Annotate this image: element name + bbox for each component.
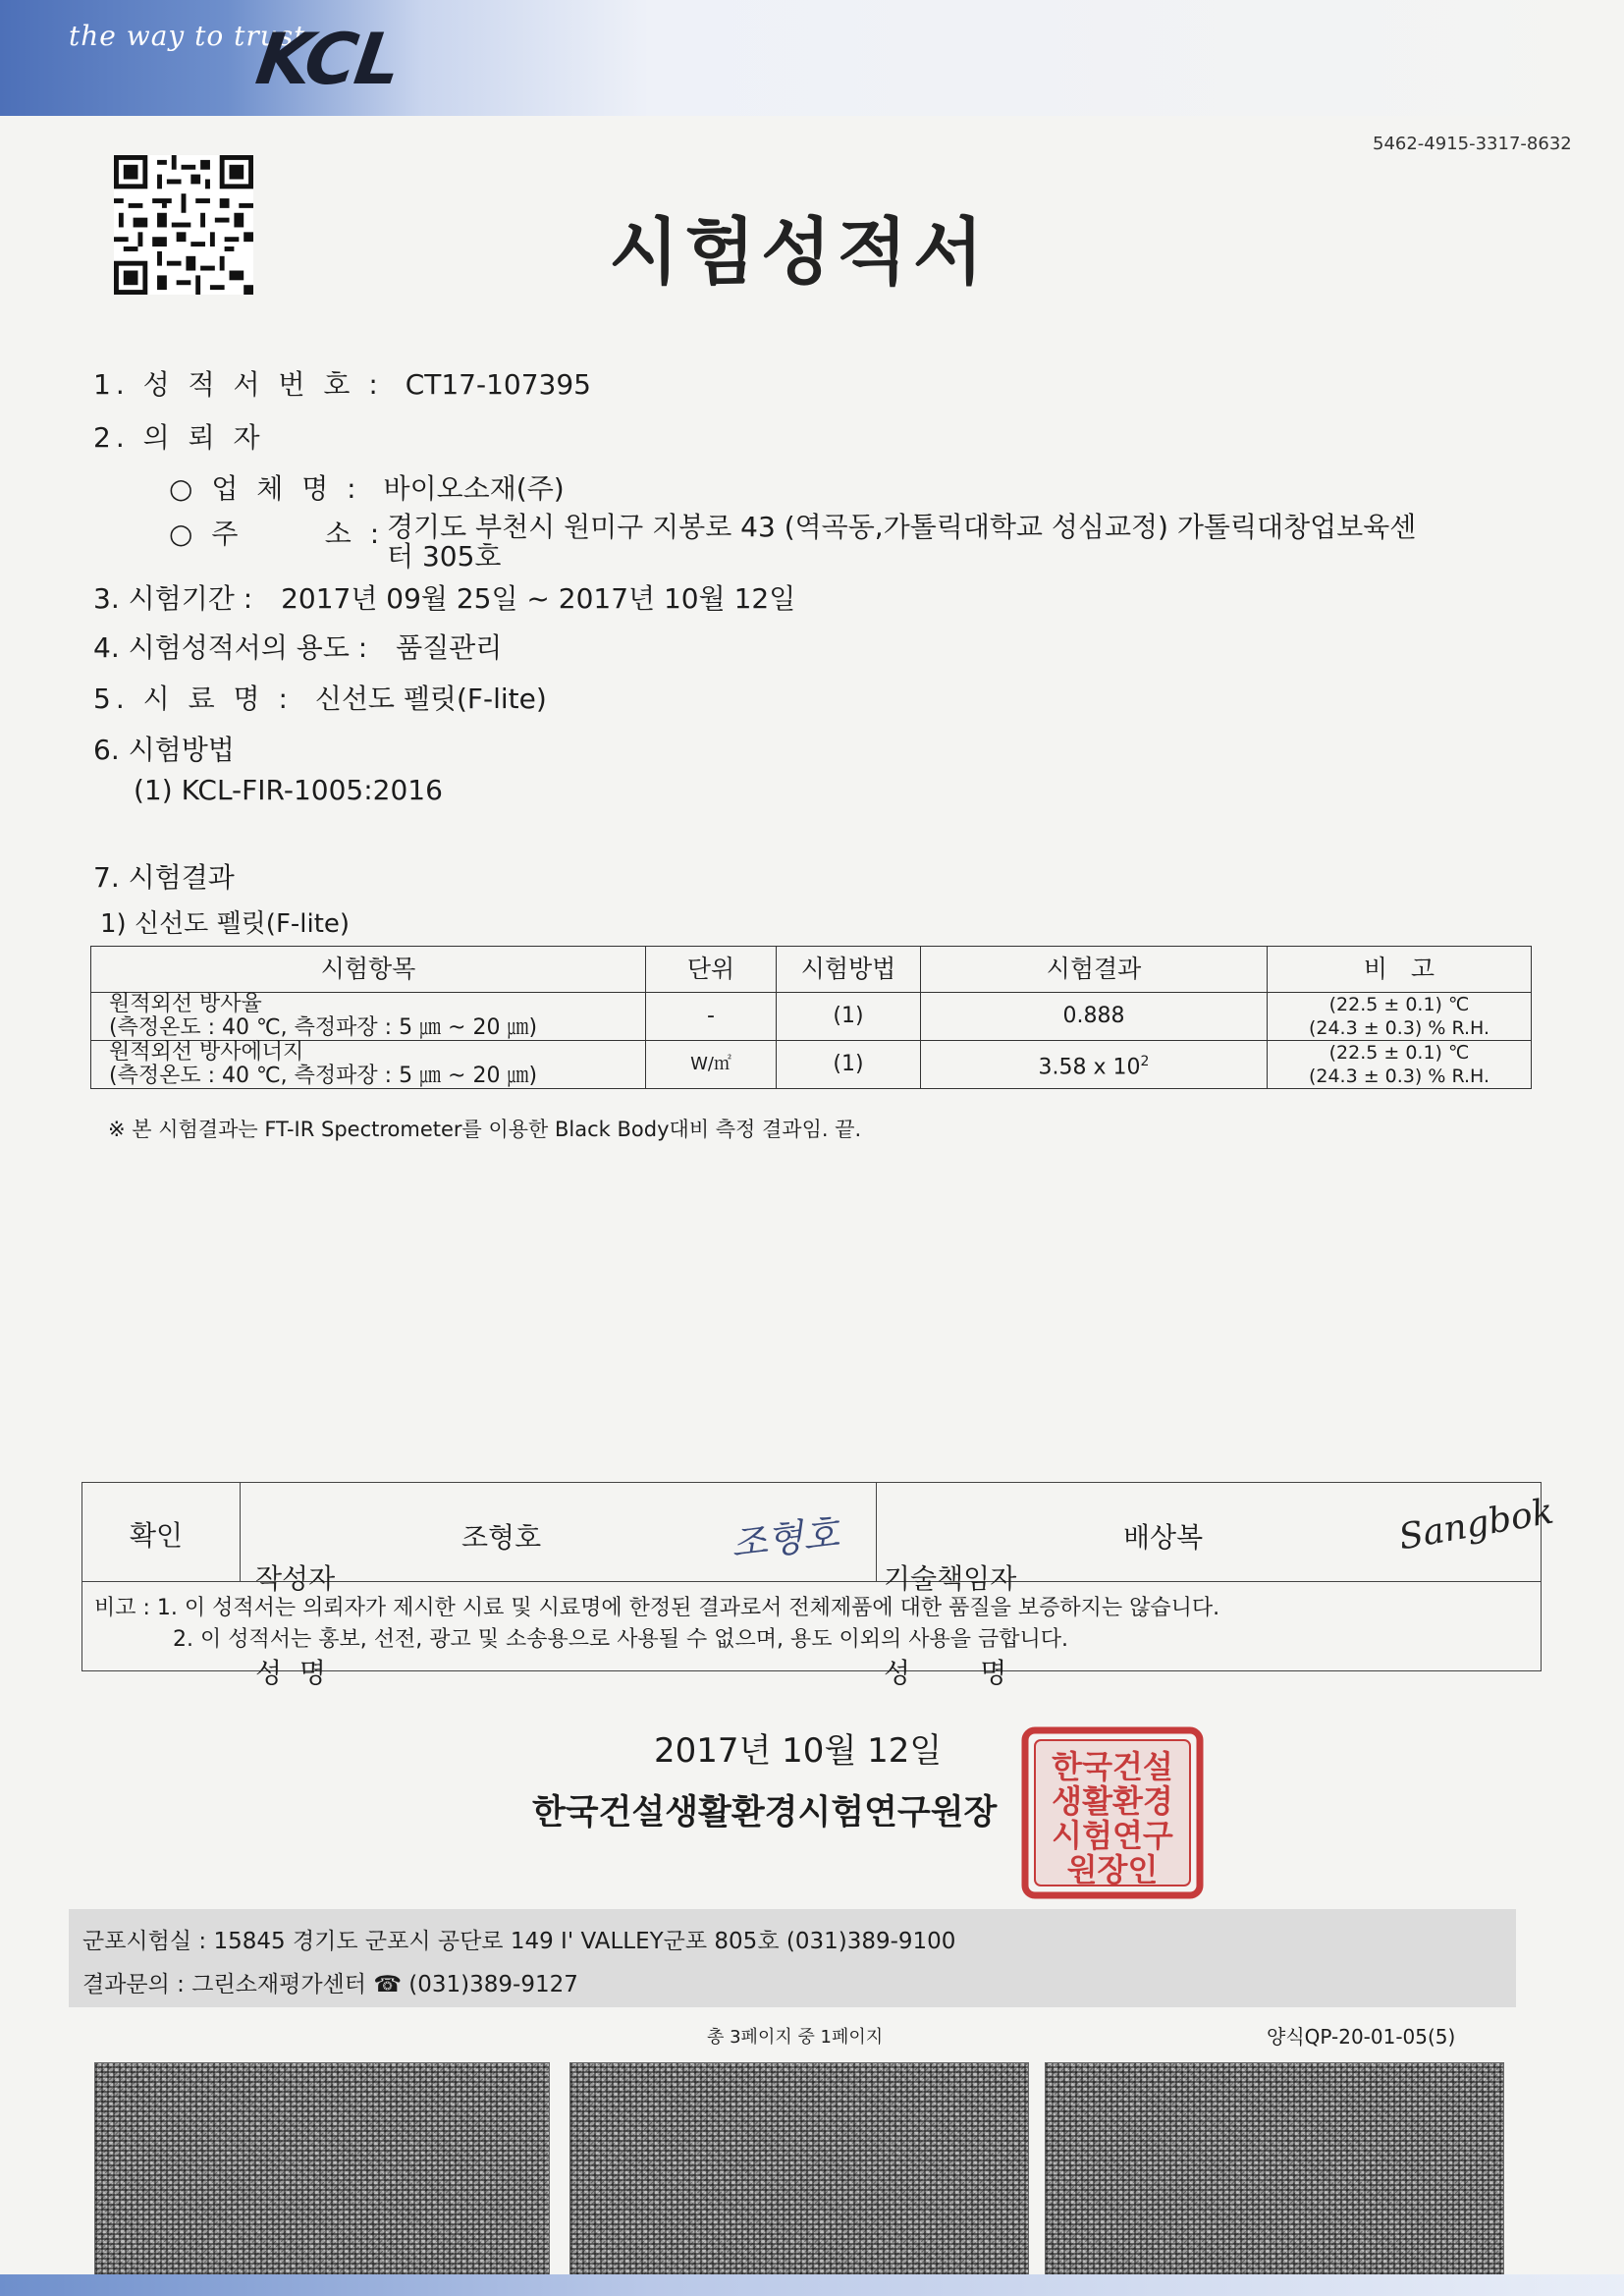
header-method: 시험방법 — [777, 947, 921, 993]
tech-signature: Sangbok — [1395, 1491, 1557, 1558]
issuer-name: 한국건설생활환경시험연구원장 — [532, 1793, 998, 1832]
row-item-name: 원적외선 방사율 — [109, 992, 262, 1016]
header-unit: 단위 — [646, 947, 777, 993]
address-line1: 경기도 부천시 원미구 지봉로 43 (역곡동,가톨릭대학교 성심교정) 가톨릭대창업보육센 — [387, 511, 1417, 543]
seal-line-2: 생활환경 — [1052, 1782, 1173, 1820]
row-method: (1) — [777, 1041, 921, 1089]
security-pattern — [1045, 2062, 1504, 2275]
header-note: 비 고 — [1268, 947, 1532, 993]
tech-name: 배상복 — [1123, 1521, 1204, 1554]
kcl-logo: KCL — [251, 18, 405, 100]
official-seal — [1021, 1726, 1204, 1899]
purpose-value: 품질관리 — [396, 631, 503, 664]
lab-address: 군포시험실 : 15845 경기도 군포시 공단로 149 I' VALLEY군포 805호 (031)389-9100 — [82, 1929, 956, 1954]
period-label: 3. 시험기간 : — [93, 582, 253, 615]
row-result: 0.888 — [921, 993, 1268, 1041]
tagline: the way to trust — [69, 20, 306, 52]
row-item-condition: (측정온도 : 40 ℃, 측정파장 : 5 ㎛ ~ 20 ㎛) — [109, 1064, 538, 1088]
row-item-condition: (측정온도 : 40 ℃, 측정파장 : 5 ㎛ ~ 20 ㎛) — [109, 1015, 538, 1040]
seal-line-1: 한국건설 — [1052, 1748, 1173, 1785]
header-item: 시험항목 — [91, 947, 646, 993]
header-result: 시험결과 — [921, 947, 1268, 993]
divider — [876, 1483, 877, 1581]
sample-row — [93, 678, 547, 717]
sample-label: 5. 시 료 명 : — [93, 683, 293, 715]
seal-line-3: 시험연구 — [1052, 1817, 1173, 1854]
results-sample: 1) 신선도 펠릿(F-lite) — [100, 909, 351, 939]
row-item-name: 원적외선 방사에너지 — [109, 1040, 304, 1065]
row-note — [1268, 993, 1532, 1041]
author-signature: 조형호 — [729, 1511, 841, 1566]
period-row — [93, 577, 795, 617]
document-code: 5462-4915-3317-8632 — [1373, 134, 1572, 154]
signature-box — [81, 1482, 1557, 1689]
report-number-label: 1. 성 적 서 번 호 : — [93, 368, 383, 401]
author-label-name: 성 명 — [255, 1657, 326, 1689]
company-label: ○ 업 체 명 : — [169, 472, 361, 505]
row-item — [91, 1041, 646, 1089]
row-note — [1268, 1041, 1532, 1089]
seal-line-4: 원장인 — [1066, 1851, 1159, 1888]
author-label-role: 작성자 — [255, 1562, 336, 1595]
row-note-temp: (22.5 ± 0.1) ℃ — [1328, 994, 1470, 1015]
qr-code-icon — [114, 155, 253, 295]
row-result-mantissa: 3.58 x 10 — [1038, 1055, 1141, 1080]
remark-1: 비고 : 1. 이 성적서는 의뢰자가 제시한 시료 및 시료명에 한정된 결과로서 전체제품에 대한 품질을 보증하지는 않습니다. — [94, 1596, 1220, 1620]
divider — [240, 1483, 241, 1581]
address-line2: 터 305호 — [387, 540, 502, 573]
confirm-label: 확인 — [130, 1519, 184, 1552]
client-label: 2. 의 뢰 자 — [93, 421, 265, 454]
sample-value: 신선도 펠릿(F-lite) — [314, 683, 547, 715]
security-pattern — [94, 2062, 550, 2275]
document-title: 시험성적서 — [609, 210, 990, 295]
top-banner — [0, 0, 1624, 116]
inquiry-label: 결과문의 : 그린소재평가센터 — [82, 1972, 374, 1997]
company-value: 바이오소재(주) — [383, 472, 565, 505]
row-unit: - — [646, 993, 777, 1041]
author-name: 조형호 — [461, 1521, 542, 1554]
remarks — [94, 1593, 1219, 1656]
page-count: 총 3페이지 중 1페이지 — [707, 2027, 884, 2048]
row-result — [921, 1041, 1268, 1089]
tech-label-role: 기술책임자 — [884, 1562, 1017, 1595]
report-number-row — [93, 363, 591, 403]
tech-label-name: 성 명 — [884, 1657, 1007, 1689]
remark-2: 2. 이 성적서는 홍보, 선전, 광고 및 소송용으로 사용될 수 없으며, 용도 이외의 사용을 금합니다. — [173, 1627, 1068, 1652]
method-value: (1) KCL-FIR-1005:2016 — [134, 774, 443, 806]
table-row — [91, 993, 1532, 1041]
form-number: 양식QP-20-01-05(5) — [1267, 2025, 1456, 2049]
security-pattern — [569, 2062, 1029, 2275]
row-method: (1) — [777, 993, 921, 1041]
row-note-temp: (22.5 ± 0.1) ℃ — [1328, 1042, 1470, 1064]
address-label: ○ 주 소 : — [169, 518, 385, 550]
address-value — [387, 513, 1416, 572]
table-footnote: ※ 본 시험결과는 FT-IR Spectrometer를 이용한 Black Body대비 측정 결과임. 끝. — [108, 1118, 862, 1141]
row-result-exponent: 2 — [1140, 1053, 1150, 1069]
bottom-banner — [0, 2274, 1624, 2296]
inquiry-phone: (031)389-9127 — [408, 1972, 578, 1997]
row-note-humidity: (24.3 ± 0.3) % R.H. — [1308, 1066, 1490, 1087]
table-header-row — [91, 947, 1532, 993]
phone-icon: ☎ — [373, 1972, 402, 1997]
issue-date: 2017년 10월 12일 — [654, 1731, 943, 1771]
method-label: 6. 시험방법 — [93, 734, 235, 766]
results-table — [90, 946, 1532, 1089]
lab-info-box — [69, 1909, 1516, 2007]
inquiry-line — [82, 1966, 578, 1998]
row-item — [91, 993, 646, 1041]
row-unit: W/㎡ — [646, 1041, 777, 1089]
results-label: 7. 시험결과 — [93, 861, 235, 894]
table-row — [91, 1041, 1532, 1089]
purpose-row — [93, 627, 502, 666]
purpose-label: 4. 시험성적서의 용도 : — [93, 631, 368, 664]
address-row — [169, 513, 384, 552]
row-note-humidity: (24.3 ± 0.3) % R.H. — [1308, 1017, 1490, 1039]
report-number-value: CT17-107395 — [405, 368, 591, 401]
company-row — [169, 467, 565, 507]
period-value: 2017년 09월 25일 ~ 2017년 10월 12일 — [281, 582, 796, 615]
